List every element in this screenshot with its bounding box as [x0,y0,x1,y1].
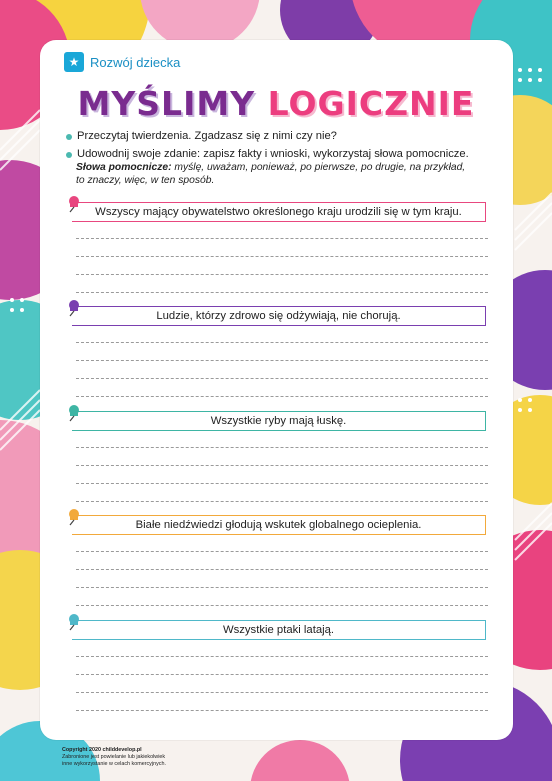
statement-box [72,202,486,222]
pushpin-icon [64,508,82,526]
answer-line[interactable] [76,238,488,239]
pushpin-icon [64,299,82,317]
child-figure-icon: ★ [64,52,84,72]
page-title [0,84,552,123]
statement-box [72,306,486,326]
statement-text: Wszyscy mający obywatelstwo określonego kraju urodzili się w tym kraju. [95,206,462,218]
answer-line[interactable] [76,501,488,502]
statement-box [72,515,486,535]
answer-line[interactable] [76,465,488,466]
answer-line[interactable] [76,674,488,675]
copyright-line: Copyright 2020 childdevelop.pl [62,747,142,753]
statement-text: Ludzie, którzy zdrowo się odżywiają, nie chorują. [156,310,401,322]
pushpin-icon [64,195,82,213]
statement-box [72,411,486,431]
answer-line[interactable] [76,447,488,448]
statement-box [72,620,486,640]
answer-line[interactable] [76,483,488,484]
statement-text: Wszystkie ryby mają łuskę. [210,415,347,427]
answer-line[interactable] [76,292,488,293]
answer-line[interactable] [76,587,488,588]
brand-name: Rozwój dziecka [90,54,181,70]
instruction-2: Udowodnij swoje zdanie: zapisz fakty i wnioski, wykorzystaj słowa pomocnicze. [77,148,469,160]
helper-words-text: myślę, uważam, ponieważ, po pierwsze, po drugie, na przykład, [171,162,466,173]
answer-line[interactable] [76,396,488,397]
title-word-1: MYŚLIMY [77,84,256,123]
answer-line[interactable] [76,274,488,275]
title-word-2: LOGICZNIE [267,84,475,123]
answer-line[interactable] [76,692,488,693]
statement-text: Białe niedźwiedzi głodują wskutek globalnego ocieplenia. [135,519,422,531]
answer-line[interactable] [76,569,488,570]
copyright-note [62,747,166,768]
answer-line[interactable] [76,551,488,552]
bullet-dot-1 [66,134,72,140]
bullet-dot-2 [66,152,72,158]
answer-line[interactable] [76,710,488,711]
answer-line[interactable] [76,656,488,657]
answer-line[interactable] [76,342,488,343]
statement-text: Wszystkie ptaki latają. [222,624,335,636]
pushpin-icon [64,613,82,631]
answer-line[interactable] [76,605,488,606]
answer-line[interactable] [76,360,488,361]
helper-words [76,161,496,187]
copyright-line: Zabronione jest powielanie lub jakiekolwiek [62,754,166,760]
copyright-line: inne wykorzystanie w celach komercyjnych. [62,761,166,767]
brand-logo [64,52,180,72]
helper-words-label: Słowa pomocnicze: [76,162,172,173]
pushpin-icon [64,404,82,422]
helper-words-text-2: to znaczy, więc, w ten sposób. [76,175,215,186]
instruction-1: Przeczytaj twierdzenia. Zgadzasz się z nimi czy nie? [77,130,337,142]
answer-line[interactable] [76,256,488,257]
answer-line[interactable] [76,378,488,379]
